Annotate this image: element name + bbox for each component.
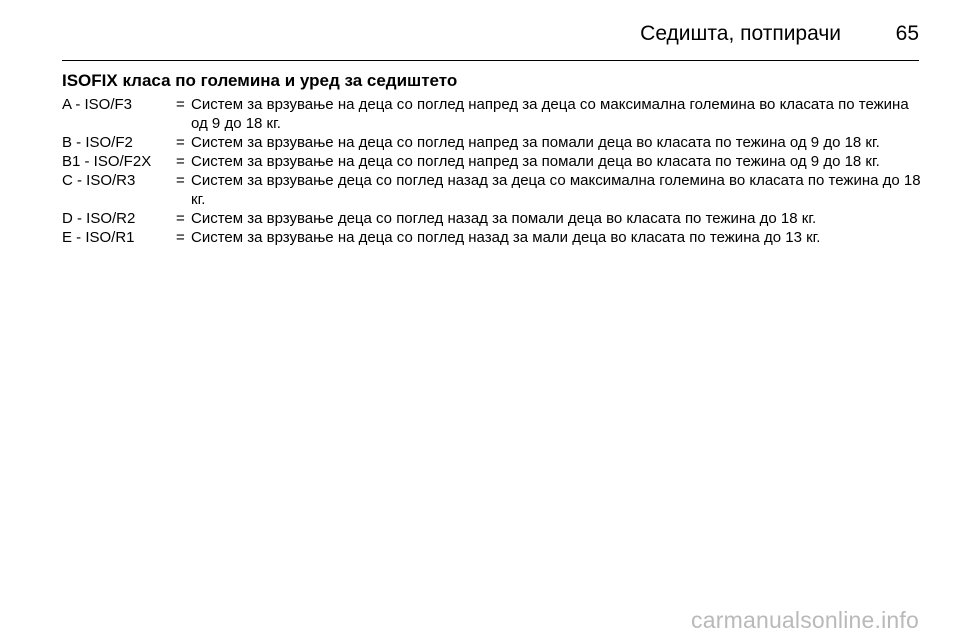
class-row-c <box>62 171 922 209</box>
class-description: Систем за врзување деца со поглед назад за деца со максимална големина во класата по тежина до 18 кг. <box>191 172 921 208</box>
equals-sign: = <box>176 96 185 113</box>
equals-sign: = <box>176 134 185 151</box>
watermark: carmanualsonline.info <box>691 607 919 633</box>
page-header <box>62 12 919 61</box>
class-description: Систем за врзување на деца со поглед напред за помали деца во класата по тежина од 9 до 18 кг. <box>191 134 880 151</box>
class-row-b <box>62 133 922 152</box>
equals-sign: = <box>176 210 185 227</box>
class-row-a <box>62 95 922 133</box>
section-title: ISOFIX класа по големина и уред за седиштето <box>62 71 458 90</box>
class-code: B - ISO/F2 <box>62 134 133 151</box>
class-description: Систем за врзување на деца со поглед напред за деца со максимална големина во класата по тежина од 9 до 18 кг. <box>191 96 909 132</box>
class-description: Систем за врзување деца со поглед назад за помали деца во класата по тежина до 18 кг. <box>191 210 817 227</box>
class-description: Систем за врзување на деца со поглед назад за мали деца во класата по тежина до 13 кг. <box>191 229 821 246</box>
class-code: D - ISO/R2 <box>62 210 136 227</box>
isofix-class-list <box>62 95 922 247</box>
class-code: A - ISO/F3 <box>62 96 133 113</box>
class-code: B1 - ISO/F2X <box>62 153 152 170</box>
class-row-d <box>62 209 922 228</box>
page-number: 65 <box>895 22 919 45</box>
class-row-b1 <box>62 152 922 171</box>
class-code: E - ISO/R1 <box>62 229 135 246</box>
equals-sign: = <box>176 172 185 189</box>
class-row-e <box>62 228 922 247</box>
class-description: Систем за врзување на деца со поглед напред за помали деца во класата по тежина од 9 до 18 кг. <box>191 153 880 170</box>
page-title: Седишта, потпирачи <box>640 22 841 45</box>
equals-sign: = <box>176 153 185 170</box>
class-code: C - ISO/R3 <box>62 172 136 189</box>
equals-sign: = <box>176 229 185 246</box>
